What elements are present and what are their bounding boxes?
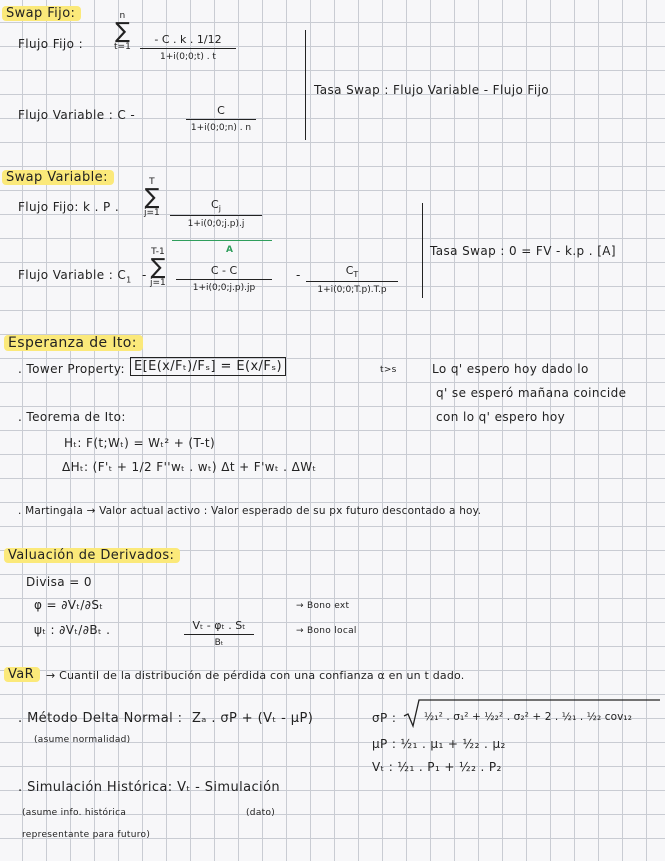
sum-upper: T	[149, 177, 155, 187]
fraction-numerator: $C_T$	[345, 264, 359, 280]
fraction-denominator: 1+i(0;0;T.p).T.p	[306, 281, 398, 295]
fraction-numerator: Vₜ - φₜ . Sₜ	[192, 619, 246, 632]
divisa: Divisa = 0	[26, 575, 92, 589]
teorema-label: . Teorema de Ito:	[18, 410, 126, 424]
fraction-numerator: C - C	[210, 264, 238, 277]
sum-lower: j=1	[150, 278, 166, 288]
psi-fraction	[184, 619, 254, 648]
green-underline	[172, 240, 272, 241]
tower-condition: t>s	[380, 365, 397, 375]
sum-upper: T-1	[151, 247, 165, 257]
swap-fijo-tasa: Tasa Swap : Flujo Variable - Flujo Fijo	[314, 83, 550, 97]
var-definition: → Cuantil de la distribución de pérdida con una confianza α en un t dado.	[46, 669, 465, 682]
fraction-numerator: $C_j$	[211, 198, 221, 214]
fraction-numerator: C	[217, 104, 225, 117]
brace-line	[422, 203, 423, 298]
sigma-icon: ∑	[150, 255, 166, 280]
hist-dato: (dato)	[246, 808, 276, 818]
delta-normal-note: (asume normalidad)	[34, 735, 131, 745]
swap-fijo-title: Swap Fijo:	[2, 6, 81, 21]
hist-label: . Simulación Histórica: Vₜ - Simulación	[18, 780, 281, 795]
sum-lower: j=1	[144, 208, 160, 218]
valuacion-title: Valuación de Derivados:	[4, 548, 180, 563]
tower-note-3: con lo q' espero hoy	[436, 410, 566, 424]
minus-sign-2: -	[296, 268, 301, 282]
mark-a: A	[226, 245, 234, 255]
swap-fijo-flujo-fijo-label: Flujo Fijo :	[18, 37, 84, 51]
bono-local: → Bono local	[296, 626, 357, 636]
swap-fijo-flujo-variable-label: Flujo Variable : C -	[18, 108, 136, 122]
phi-formula: φ = ∂Vₜ/∂Sₜ	[34, 598, 104, 612]
hist-note-2: representante para futuro)	[22, 830, 151, 840]
swap-fijo-fraction	[140, 33, 236, 62]
fraction-denominator: 1+i(0;0;j.p).j	[170, 215, 262, 229]
swap-variable-ct-fraction	[306, 264, 398, 295]
martingala: . Martingala → Valor actual activo : Valor esperado de su px futuro descontado a hoy.	[18, 505, 482, 517]
swap-variable-flujo-fijo-label: Flujo Fijo: k . P .	[18, 200, 120, 214]
sigma-icon: ∑	[114, 19, 130, 44]
fraction-denominator: 1+i(0;0;n) . n	[186, 119, 256, 133]
sigma-p-lhs: σP :	[372, 711, 397, 725]
tower-note-1: Lo q' espero hoy dado lo	[432, 362, 589, 376]
minus-sign: -	[142, 268, 147, 282]
fraction-denominator: Bₜ	[184, 634, 254, 648]
fraction-denominator: 1+i(0;0;j.p).jp	[176, 279, 272, 293]
bono-ext: → Bono ext	[296, 601, 350, 611]
delta-normal-label: . Método Delta Normal :	[18, 711, 183, 726]
swap-variable-title: Swap Variable:	[2, 170, 114, 185]
ito-dht: ΔHₜ: (F'ₜ + 1/2 F''wₜ . wₜ) Δt + F'wₜ . ΔWₜ	[62, 460, 317, 474]
var-title: VaR	[4, 667, 40, 682]
ito-ht: Hₜ: F(t;Wₜ) = Wₜ² + (T-t)	[64, 436, 216, 450]
ito-title: Esperanza de Ito:	[4, 335, 143, 351]
sigma-p-rhs: ½₁² . σ₁² + ½₂² . σ₂² + 2 . ½₁ . ½₂ cov₁₂	[424, 711, 633, 723]
swap-variable-diff-fraction	[176, 264, 272, 293]
swap-fijo-sum	[114, 12, 131, 52]
fraction-numerator: - C . k . 1/12	[154, 33, 222, 46]
tower-formula: E[E(x/Fₜ)/Fₛ] = E(x/Fₛ)	[130, 357, 286, 376]
swap-variable-flujo-variable-label: Flujo Variable : $C_1$	[18, 268, 132, 285]
swap-fijo-var-fraction	[186, 104, 256, 133]
psi-formula: ψₜ : ∂Vₜ/∂Bₜ .	[34, 623, 111, 637]
sum-lower: t=1	[114, 42, 131, 52]
vt-formula: Vₜ : ½₁ . P₁ + ½₂ . P₂	[372, 760, 502, 774]
swap-variable-sum-1	[144, 178, 160, 218]
hist-note-1: (asume info. histórica	[22, 808, 127, 818]
tower-label: . Tower Property:	[18, 362, 125, 376]
tower-note-2: q' se esperó mañana coincide	[436, 386, 627, 400]
swap-variable-cj-fraction	[170, 198, 262, 229]
sigma-icon: ∑	[144, 185, 160, 210]
swap-variable-sum-2	[150, 248, 166, 288]
fraction-denominator: 1+i(0;0;t) . t	[140, 48, 236, 62]
brace-line	[305, 30, 306, 140]
swap-variable-tasa: Tasa Swap : 0 = FV - k.p . [A]	[430, 244, 616, 258]
mu-p: μP : ½₁ . μ₁ + ½₂ . μ₂	[372, 737, 506, 751]
delta-normal-formula: Zₐ . σP + (Vₜ - μP)	[192, 711, 314, 726]
sum-upper: n	[119, 11, 126, 21]
